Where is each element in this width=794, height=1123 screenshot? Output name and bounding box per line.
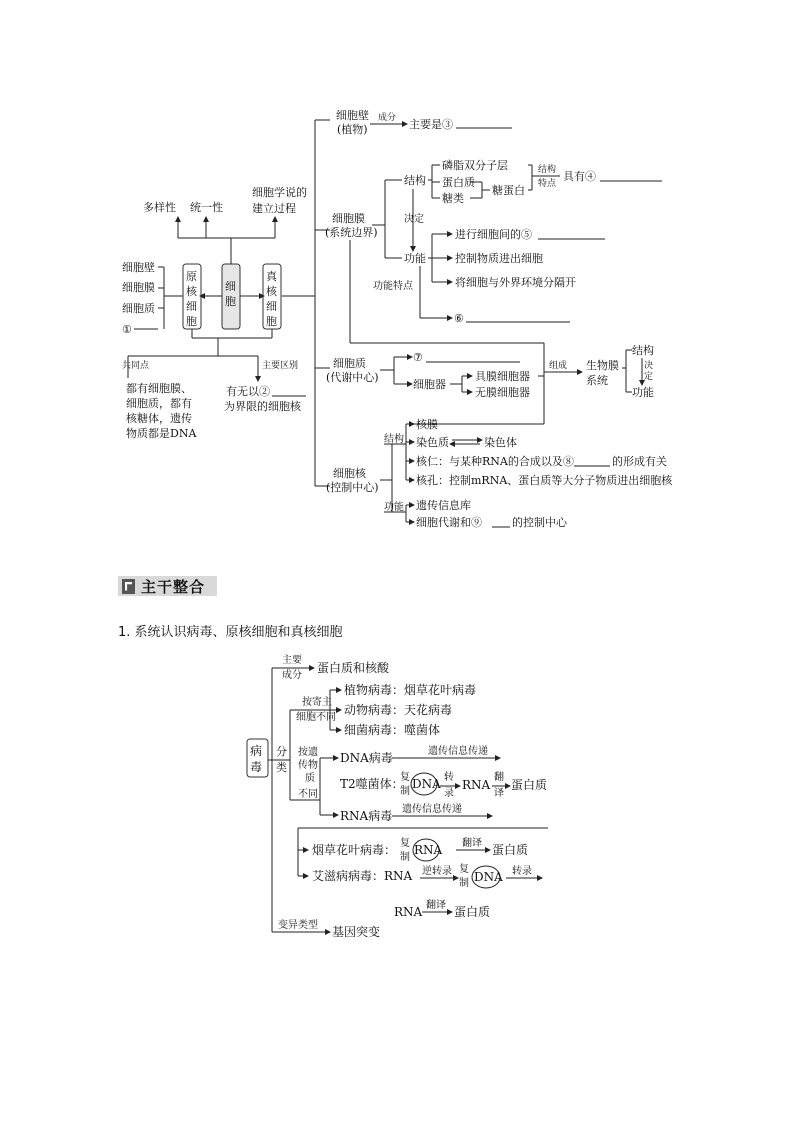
phospholipid: 磷脂双分子层 bbox=[442, 159, 508, 172]
nucleus-label: 细胞核 bbox=[333, 467, 366, 480]
rna3: RNA bbox=[394, 905, 423, 919]
common-text-3: 核糖体，遗传 bbox=[126, 412, 192, 425]
bm-decide-1: 决 bbox=[644, 361, 654, 371]
theory-1: 细胞学说的 bbox=[252, 186, 307, 199]
metabolism-control: 细胞代谢和⑨ bbox=[416, 516, 482, 529]
section-1-title: 1. 系统认识病毒、原核细胞和真核细胞 bbox=[118, 625, 343, 640]
translate-1: 翻 bbox=[494, 772, 504, 783]
t2-dna: DNA bbox=[412, 777, 441, 791]
genetic-flow-2: 遗传信息传递 bbox=[402, 804, 462, 815]
dna-virus: DNA病毒 bbox=[340, 751, 393, 765]
left-cytoplasm: 细胞质 bbox=[122, 302, 155, 315]
eukaryote-4: 胞 bbox=[266, 315, 277, 328]
unity: 统一性 bbox=[190, 201, 223, 214]
organelle: 细胞器 bbox=[413, 378, 446, 391]
by-host-1: 按寄主 bbox=[302, 697, 332, 708]
compose-label: 组成 bbox=[549, 361, 568, 371]
section-header-title: 主干整合 bbox=[141, 577, 206, 596]
classify-2: 类 bbox=[276, 761, 287, 774]
virus-1: 病 bbox=[250, 744, 263, 758]
nuclear-membrane: 核膜 bbox=[416, 418, 438, 431]
genetic-library: 遗传信息库 bbox=[416, 499, 471, 512]
tmv-protein: 蛋白质 bbox=[492, 843, 529, 857]
membrane-organelle: 具膜细胞器 bbox=[475, 370, 530, 383]
tmv-rna: RNA bbox=[414, 843, 443, 857]
nucleolus-end: 的形成有关 bbox=[612, 455, 667, 468]
translate3: 翻译 bbox=[426, 900, 446, 911]
bm-struct: 结构 bbox=[632, 344, 654, 357]
plant-virus: 植物病毒：烟草花叶病毒 bbox=[344, 683, 477, 697]
theory-2: 建立过程 bbox=[252, 202, 296, 215]
by-genetic-1: 按遗 bbox=[298, 747, 318, 758]
decide-label: 决定 bbox=[404, 214, 424, 225]
prokaryote-1: 原 bbox=[186, 270, 197, 283]
cell-membrane-sub: (系统边界) bbox=[325, 226, 378, 239]
chromatin: 染色质 bbox=[416, 436, 449, 449]
biomembrane-1: 生物膜 bbox=[586, 359, 619, 372]
cell-wall-label: 细胞壁 bbox=[336, 109, 369, 122]
cell-wall-sub: (植物) bbox=[337, 123, 368, 136]
eukaryote-1: 真 bbox=[266, 270, 277, 283]
classify-1: 分 bbox=[276, 745, 287, 758]
bm-func: 功能 bbox=[632, 386, 654, 399]
diff-text-2: 为界限的细胞核 bbox=[224, 400, 301, 413]
nucleus-structure: 结构 bbox=[384, 434, 404, 445]
nucleus-function: 功能 bbox=[384, 502, 404, 513]
struct-feat-1: 结构 bbox=[538, 165, 557, 175]
eukaryote-2: 核 bbox=[266, 285, 277, 298]
gene-mutation: 基因突变 bbox=[332, 925, 381, 939]
replicate-2: 制 bbox=[400, 786, 410, 797]
hiv-dna: DNA bbox=[474, 870, 503, 884]
struct-feat-2: 特点 bbox=[538, 179, 557, 189]
common-text-2: 细胞质，都有 bbox=[126, 397, 192, 410]
nucleus-sub: (控制中心) bbox=[326, 481, 379, 494]
difference-label: 主要区别 bbox=[262, 361, 299, 371]
transcribe-1: 转 bbox=[444, 772, 454, 783]
diff-text-1: 有无以② bbox=[226, 385, 270, 398]
by-genetic-3: 质 bbox=[305, 773, 315, 784]
rna-virus: RNA病毒 bbox=[340, 809, 393, 823]
hiv-transcribe: 转录 bbox=[512, 866, 532, 877]
main-comp-2: 成分 bbox=[282, 670, 302, 681]
diversity: 多样性 bbox=[143, 201, 176, 214]
membrane-structure: 结构 bbox=[404, 174, 426, 187]
biomembrane-2: 系统 bbox=[586, 374, 608, 387]
left-wall: 细胞壁 bbox=[122, 261, 155, 274]
nuclear-pore: 核孔：控制mRNA、蛋白质等大分子物质进出细胞核 bbox=[416, 474, 673, 487]
glycoprotein: 糖蛋白 bbox=[492, 184, 525, 197]
bm-decide-2: 定 bbox=[644, 372, 654, 382]
t2-phage: T2噬菌体： bbox=[340, 777, 404, 791]
nonmembrane-organelle: 无膜细胞器 bbox=[475, 386, 530, 399]
has-item4: 具有④ bbox=[563, 170, 596, 183]
by-host-2: 细胞不同 bbox=[296, 712, 336, 723]
transcribe-2: 录 bbox=[444, 788, 454, 799]
item7: ⑦ bbox=[413, 351, 423, 364]
cytoplasm-label: 细胞质 bbox=[333, 357, 366, 370]
tmv: 烟草花叶病毒： bbox=[312, 843, 397, 857]
animal-virus: 动物病毒：天花病毒 bbox=[344, 703, 453, 717]
by-genetic-2: 传物 bbox=[298, 760, 318, 771]
left-membrane: 细胞膜 bbox=[122, 281, 155, 294]
tmv-translate: 翻译 bbox=[462, 838, 482, 849]
virus-2: 毒 bbox=[250, 760, 263, 774]
hiv-replicate-2: 制 bbox=[459, 878, 469, 889]
func-feature: 功能特点 bbox=[373, 281, 413, 292]
left-item1: ① bbox=[122, 323, 132, 336]
genetic-flow: 遗传信息传递 bbox=[428, 746, 488, 757]
chromosome: 染色体 bbox=[484, 436, 517, 449]
cell-2: 胞 bbox=[225, 295, 236, 308]
replicate-1: 复 bbox=[400, 772, 410, 783]
nucleolus: 核仁：与某种RNA的合成以及⑧ bbox=[416, 455, 574, 468]
common-text-1: 都有细胞膜、 bbox=[126, 382, 192, 395]
wall-main-text: 主要是③ bbox=[409, 118, 453, 131]
hiv: 艾滋病病毒：RNA bbox=[312, 869, 413, 883]
section-header bbox=[118, 576, 217, 596]
hiv-replicate-1: 复 bbox=[459, 864, 469, 875]
func2: 控制物质进出细胞 bbox=[455, 252, 543, 265]
variation-type: 变异类型 bbox=[278, 920, 318, 931]
protein3: 蛋白质 bbox=[454, 905, 491, 919]
sugar: 糖类 bbox=[442, 192, 464, 205]
prokaryote-4: 胞 bbox=[186, 315, 197, 328]
bacteria-virus: 细菌病毒：噬菌体 bbox=[344, 723, 441, 737]
by-genetic-4: 不同 bbox=[298, 789, 318, 800]
component-label: 成分 bbox=[378, 113, 397, 123]
tmv-replicate-2: 制 bbox=[400, 852, 410, 863]
common-label: 共同点 bbox=[122, 361, 150, 371]
membrane-function: 功能 bbox=[404, 252, 426, 265]
common-text-4: 物质都是DNA bbox=[126, 427, 197, 440]
cytoplasm-sub: (代谢中心) bbox=[326, 371, 379, 384]
item6: ⑥ bbox=[454, 312, 464, 325]
func3: 将细胞与外界环境分隔开 bbox=[455, 276, 576, 289]
comp-value: 蛋白质和核酸 bbox=[317, 661, 390, 675]
cell-membrane-label: 细胞膜 bbox=[332, 212, 365, 225]
section-icon bbox=[122, 579, 135, 594]
prokaryote-3: 细 bbox=[186, 300, 197, 313]
tmv-replicate-1: 复 bbox=[400, 838, 410, 849]
translate-2: 译 bbox=[494, 788, 504, 799]
reverse-transcription: 逆转录 bbox=[422, 866, 452, 877]
t2-protein: 蛋白质 bbox=[511, 778, 548, 792]
prokaryote-2: 核 bbox=[186, 285, 197, 298]
metabolism-end: 的控制中心 bbox=[512, 516, 567, 529]
t2-rna: RNA bbox=[462, 778, 491, 792]
cell-1: 细 bbox=[225, 280, 236, 293]
protein: 蛋白质 bbox=[442, 176, 475, 189]
func1: 进行细胞间的⑤ bbox=[455, 228, 532, 241]
main-comp-1: 主要 bbox=[282, 655, 302, 666]
eukaryote-3: 细 bbox=[266, 300, 277, 313]
